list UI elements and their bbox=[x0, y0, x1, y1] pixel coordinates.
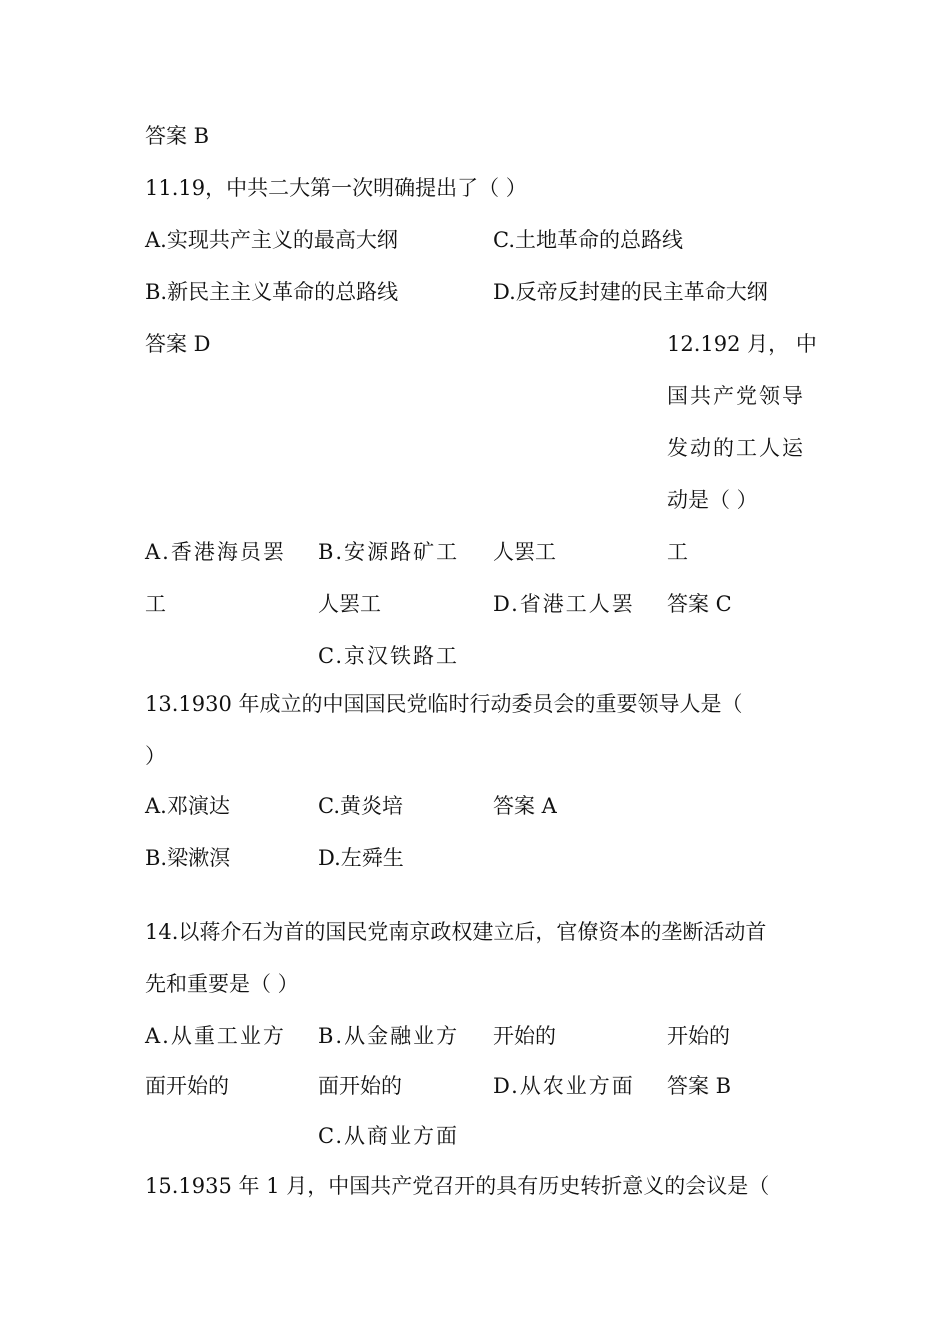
q11-option-b: B.新民主主义革命的总路线 bbox=[145, 280, 399, 304]
question-13-line-2: ） bbox=[145, 744, 166, 768]
q13-option-c: C.黄炎培 bbox=[318, 794, 403, 818]
answer-q10: 答案 B bbox=[145, 124, 210, 148]
q13-option-a: A.邓演达 bbox=[145, 794, 230, 818]
q12-option-c: C.京汉铁路工 bbox=[318, 644, 459, 668]
answer-q13: 答案 A bbox=[493, 794, 557, 818]
answer-q12: 答案 C bbox=[667, 592, 732, 616]
q12-option-a-line-2: 工 bbox=[145, 592, 166, 616]
q14-option-b-line-1: B.从金融业方 bbox=[318, 1024, 460, 1048]
q12-option-b-line-1: B.安源路矿工 bbox=[318, 540, 460, 564]
q14-option-c: C.从商业方面 bbox=[318, 1124, 459, 1148]
q13-option-b: B.梁漱溟 bbox=[145, 846, 231, 870]
question-11: 11.19，中共二大第一次明确提出了（ ） bbox=[145, 176, 527, 200]
q14-option-a-line-1: A.从重工业方 bbox=[145, 1024, 286, 1048]
question-12-line-2: 国共产党领导 bbox=[667, 384, 805, 408]
q12-option-b-line-2: 人罢工 bbox=[318, 592, 381, 616]
question-15-line-1: 15.1935 年 1 月，中国共产党召开的具有历史转折意义的会议是（ bbox=[145, 1174, 770, 1198]
q14-col3-line-1: 开始的 bbox=[493, 1024, 556, 1048]
q11-option-d: D.反帝反封建的民主革命大纲 bbox=[493, 280, 768, 304]
q12-option-a-line-1: A.香港海员罢 bbox=[145, 540, 286, 564]
q14-option-d: D.从农业方面 bbox=[493, 1074, 635, 1098]
question-14-line-2: 先和重要是（ ） bbox=[145, 972, 299, 996]
q12-col4-line-1: 工 bbox=[667, 540, 688, 564]
q12-col3-line-1: 人罢工 bbox=[493, 540, 556, 564]
question-12-line-3: 发动的工人运 bbox=[667, 436, 805, 460]
q14-option-a-line-2: 面开始的 bbox=[145, 1074, 229, 1098]
answer-q11: 答案 D bbox=[145, 332, 211, 356]
answer-q14: 答案 B bbox=[667, 1074, 732, 1098]
q11-option-c: C.土地革命的总路线 bbox=[493, 228, 683, 252]
question-13-line-1: 13.1930 年成立的中国国民党临时行动委员会的重要领导人是（ bbox=[145, 692, 743, 716]
q14-col4-line-1: 开始的 bbox=[667, 1024, 730, 1048]
question-14-line-1: 14.以蒋介石为首的国民党南京政权建立后，官僚资本的垄断活动首 bbox=[145, 920, 767, 944]
q13-option-d: D.左舜生 bbox=[318, 846, 404, 870]
q11-option-a: A.实现共产主义的最高大纲 bbox=[145, 228, 398, 252]
q12-option-d: D.省港工人罢 bbox=[493, 592, 635, 616]
question-12-line-1: 12.192 月， 中 bbox=[667, 332, 817, 356]
question-12-line-4: 动是（ ） bbox=[667, 488, 758, 512]
q14-option-b-line-2: 面开始的 bbox=[318, 1074, 402, 1098]
